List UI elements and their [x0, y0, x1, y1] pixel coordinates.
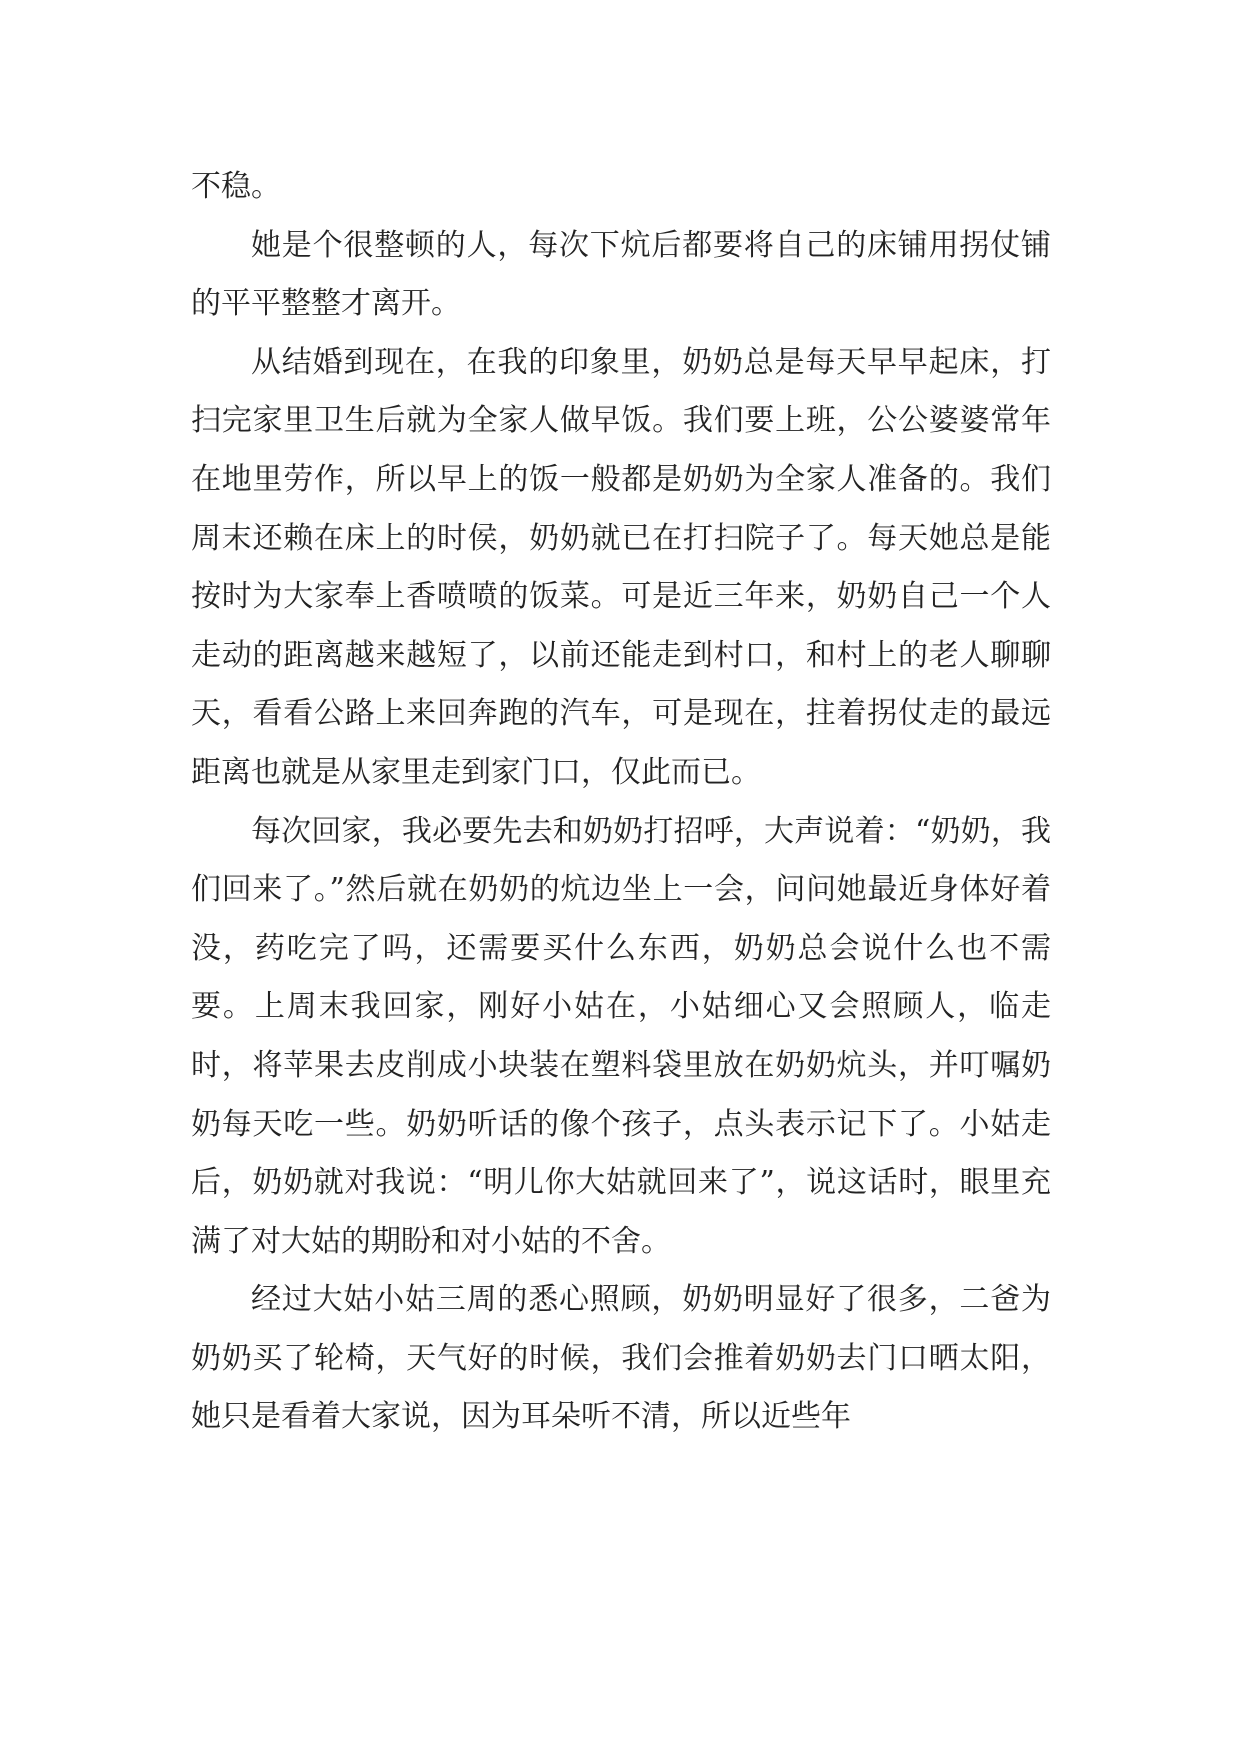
paragraph-3: 从结婚到现在，在我的印象里，奶奶总是每天早早起床，打扫完家里卫生后就为全家人做早饭。我们要上班，公公婆婆常年在地里劳作，所以早上的饭一般都是奶奶为全家人准备的。我们周末还赖在床上的时侯，奶奶就已在打扫院子了。每天她总是能按时为大家奉上香喷喷的饭菜。可是近三年来，奶奶自己一个人走动的距离越来越短了，以前还能走到村口，和村上的老人聊聊天，看看公路上来回奔跑的汽车，可是现在，拄着拐仗走的最远距离也就是从家里走到家门口，仅此而已。	[191, 344, 1051, 790]
document-body	[191, 158, 1051, 1447]
paragraph-5: 经过大姑小姑三周的悉心照顾，奶奶明显好了很多，二爸为奶奶买了轮椅，天气好的时候，我们会推着奶奶去门口晒太阳，她只是看着大家说，因为耳朵听不清，所以近些年	[191, 1282, 1051, 1435]
paragraph-1: 不稳。	[191, 169, 281, 204]
paragraph-2: 她是个很整顿的人，每次下炕后都要将自己的床铺用拐仗铺的平平整整才离开。	[191, 227, 1051, 322]
paragraph-4: 每次回家，我必要先去和奶奶打招呼，大声说着：“奶奶，我们回来了。”然后就在奶奶的炕边坐上一会，问问她最近身体好着没，药吃完了吗，还需要买什么东西，奶奶总会说什么也不需要。上周末我回家，刚好小姑在，小姑细心又会照顾人，临走时，将苹果去皮削成小块装在塑料袋里放在奶奶炕头，并叮嘱奶奶每天吃一些。奶奶听话的像个孩子，点头表示记下了。小姑走后，奶奶就对我说：“明儿你大姑就回来了”，说这话时，眼里充满了对大姑的期盼和对小姑的不舍。	[191, 813, 1051, 1259]
